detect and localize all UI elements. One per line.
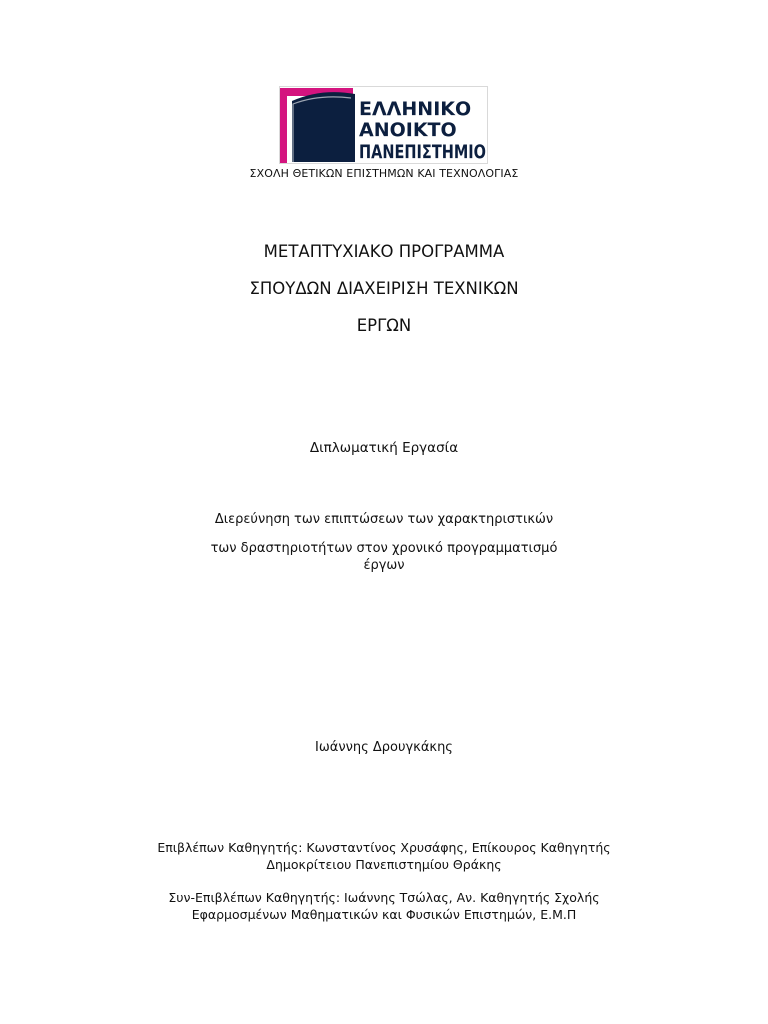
author-name: Ιωάννης Δρουγκάκης [315, 740, 453, 755]
program-title-line1: ΜΕΤΑΠΤΥΧΙΑΚΟ ΠΡΟΓΡΑΜΜΑ [263, 242, 505, 261]
thesis-title-line1: Διερεύνηση των επιπτώσεων των χαρακτηριστικών [214, 512, 554, 527]
co-supervisor-line2: Εφαρμοσμένων Μαθηματικών και Φυσικών Επιστημών, Ε.Μ.Π [191, 907, 577, 922]
program-title-line2: ΣΠΟΥΔΩΝ ΔΙΑΧΕΙΡΙΣΗ ΤΕΧΝΙΚΩΝ [249, 279, 519, 298]
co-supervisor-line1: Συν-Επιβλέπων Καθηγητής: Ιωάννης Τσώλας, Αν. Καθηγητής Σχολής [168, 890, 600, 905]
supervisors-block [0, 839, 768, 923]
co-supervisor-info [0, 889, 768, 923]
logo-navy-shape [292, 92, 355, 162]
logo-text-line1: ΕΛΛΗΝΙΚΟ [359, 98, 472, 120]
university-logo-graphic [279, 86, 489, 164]
thesis-title [0, 511, 768, 574]
thesis-type-heading: Διπλωματική Εργασία [309, 440, 459, 456]
program-title-line3: ΕΡΓΩΝ [356, 316, 412, 335]
supervisor-line1: Επιβλέπων Καθηγητής: Κωνσταντίνος Χρυσάφης, Επίκουρος Καθηγητής [157, 840, 611, 855]
thesis-title-line2: των δραστηριοτήτων στον χρονικό προγραμματισμό [210, 541, 558, 556]
thesis-title-line3: έργων [363, 558, 405, 573]
supervisor-line2: Δημοκρίτειου Πανεπιστημίου Θράκης [266, 857, 502, 872]
supervisor-info [0, 839, 768, 873]
logo-text-line2: ΑΝΟΙΚΤΟ [359, 119, 457, 141]
university-logo [279, 86, 489, 164]
school-name: ΣΧΟΛΗ ΘΕΤΙΚΩΝ ΕΠΙΣΤΗΜΩΝ ΚΑΙ ΤΕΧΝΟΛΟΓΙΑΣ [249, 167, 519, 180]
logo-text-line3: ΠΑΝΕΠΙΣΤΗΜΙΟ [359, 141, 486, 163]
program-title [0, 233, 768, 344]
